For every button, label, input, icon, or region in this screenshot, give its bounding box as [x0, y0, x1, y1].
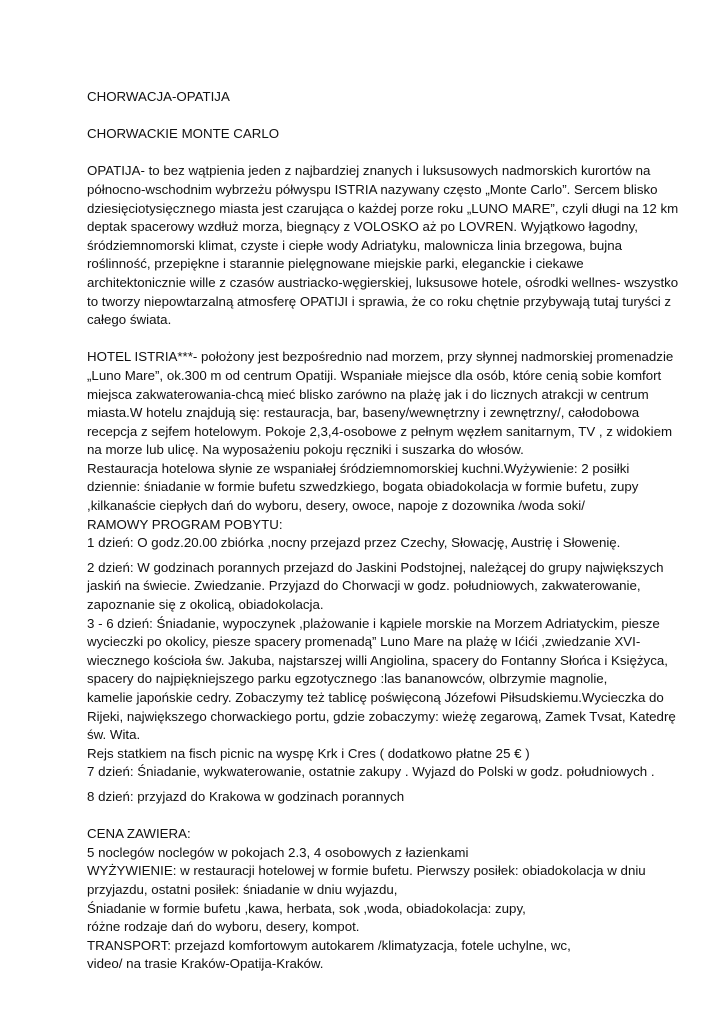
text-line: roślinność, przepiękne i starannie pielęgnowane miejskie parki, eleganckie i ciekawe — [87, 256, 584, 272]
text-line: na morze lub ulicę. Na wyposażeniu pokoju ręczniki i suszarka do włosów. — [87, 442, 524, 458]
document-title: CHORWACJA-OPATIJA — [87, 89, 230, 104]
text-line: video/ na trasie Kraków-Opatija-Kraków. — [87, 956, 324, 972]
text-line: Restauracja hotelowa słynie ze wspaniałej śródziemnomorskiej kuchni.Wyżywienie: 2 posiłki — [87, 460, 630, 476]
price-section — [87, 825, 647, 974]
text-line: 7 dzień: Śniadanie, wykwaterowanie, ostatnie zakupy . Wyjazd do Polski w godz. południowych . — [87, 764, 655, 780]
text-line: deptak spacerowy wzdłuż morza, biegnący z VOLOSKO aż po LOVREN. Wyjątkowo łagodny, — [87, 219, 638, 235]
text-line: to tworzy niepowtarzalną atmosferę OPATIJI i sprawia, że co roku chętnie przybywają tutaj turyści z — [87, 293, 672, 309]
text-line: jaskiń na świecie. Zwiedzanie. Przyjazd do Chorwacji w godz. południowych, zakwaterowanie, — [87, 578, 641, 594]
price-heading: CENA ZAWIERA: — [87, 826, 191, 842]
program-paragraph — [87, 559, 676, 782]
text-line: Śniadanie w formie bufetu ,kawa, herbata, sok ,woda, obiadokolacja: zupy, — [87, 900, 526, 916]
text-line: dziennie: śniadanie w formie bufetu szwedzkiego, bogata obiadokolacja w formie bufetu, zupy — [87, 479, 639, 495]
day-8-line: 8 dzień: przyjazd do Krakowa w godzinach porannych — [87, 788, 405, 804]
text-line: miejsca zakwaterowania-chcą mieć blisko zarówno na plażę jak i do licznych atrakcji w centrum — [87, 386, 649, 402]
text-line: wycieczki po okolicy, piesze spacery promenadą” Luno Mare na plażę w Ićići ,zwiedzanie XVI- — [87, 634, 641, 650]
day-1-line: 1 dzień: O godz.20.00 zbiórka ,nocny przejazd przez Czechy, Słowację, Austrię i Słowenię. — [87, 535, 621, 551]
text-line: recepcja z sejfem hotelowym. Pokoje 2,3,4-osobowe z pełnym węzłem sanitarnym, TV , z widokiem — [87, 423, 673, 439]
text-line: 5 noclegów noclegów w pokojach 2.3, 4 osobowych z łazienkami — [87, 844, 469, 860]
text-line: całego świata. — [87, 312, 172, 328]
text-line: północno-wschodnim wybrzeżu półwyspu ISTRIA nazywany często „Monte Carlo”. Sercem blisko — [87, 181, 658, 197]
text-line: Rijeki, największego chorwackiego portu, gdzie zobaczymy: wieżę zegarową, Zamek Tvsat, Katedrę — [87, 708, 676, 724]
document-body — [87, 88, 679, 974]
text-line: architektonicznie wille z czasów austriacko-węgierskiej, luksusowe hotele, ośrodki wellnes- wszystko — [87, 274, 679, 290]
text-line: miasta.W hotelu znajdują się: restauracja, bar, baseny/wewnętrzny i zewnętrzny/, całodobowa — [87, 405, 640, 421]
text-line: 3 - 6 dzień: Śniadanie, wypoczynek ,plażowanie i kąpiele morskie na Morzem Adriatyckim, piesze — [87, 615, 660, 631]
text-line: 2 dzień: W godzinach porannych przejazd do Jaskini Podstojnej, należącej do grupy największych — [87, 559, 664, 575]
text-line: kamelie japońskie cedry. Zobaczymy też tablicę poświęconą Józefowi Piłsudskiemu.Wycieczka do — [87, 690, 664, 705]
program-heading: RAMOWY PROGRAM POBYTU: — [87, 516, 283, 532]
text-line: spacery do najpiękniejszego parku egzotycznego :las bananowców, olbrzymie magnolie, — [87, 671, 608, 687]
text-line: przyjazdu, ostatni posiłek: śniadanie w dniu wyjazdu, — [87, 881, 398, 897]
text-line: OPATIJA- to bez wątpienia jeden z najbardziej znanych i luksusowych nadmorskich kurortów na — [87, 163, 651, 179]
text-line: śródziemnomorski klimat, czyste i ciepłe wody Adriatyku, malownicza linia brzegowa, bujna — [87, 237, 623, 253]
hotel-paragraph — [87, 348, 674, 553]
text-line: wiecznego kościoła św. Jakuba, najstarszej willi Angiolina, spacery do Fontanny Słońca i Księżyca, — [87, 652, 668, 668]
text-line: Rejs statkiem na fisch picnic na wyspę Krk i Cres ( dodatkowo płatne 25 € ) — [87, 745, 530, 761]
text-line: różne rodzaje dań do wyboru, desery, kompot. — [87, 919, 360, 935]
text-line: WYŻYWIENIE: w restauracji hotelowej w formie bufetu. Pierwszy posiłek: obiadokolacja w dniu — [87, 863, 646, 879]
text-line: TRANSPORT: przejazd komfortowym autokarem /klimatyzacja, fotele uchylne, wc, — [87, 937, 571, 953]
intro-paragraph — [87, 162, 679, 329]
text-line: zapoznanie się z okolicą, obiadokolacja. — [87, 597, 324, 613]
text-line: dziesięciotysięcznego miasta jest czarująca o każdej porze roku „LUNO MARE”, czyli długi na 12 km — [87, 200, 679, 216]
document-subtitle: CHORWACKIE MONTE CARLO — [87, 126, 280, 142]
text-line: św. Wita. — [87, 727, 141, 743]
text-line: ,kilkanaście ciepłych dań do wyboru, desery, owoce, napoje z dozownika /woda soki/ — [87, 498, 585, 514]
text-line: HOTEL ISTRIA***- położony jest bezpośrednio nad morzem, przy słynnej nadmorskiej promenadzie — [87, 349, 674, 365]
text-line: „Luno Mare”, ok.300 m od centrum Opatiji. Wspaniałe miejsce dla osób, które cenią sobie komfort — [87, 367, 662, 383]
